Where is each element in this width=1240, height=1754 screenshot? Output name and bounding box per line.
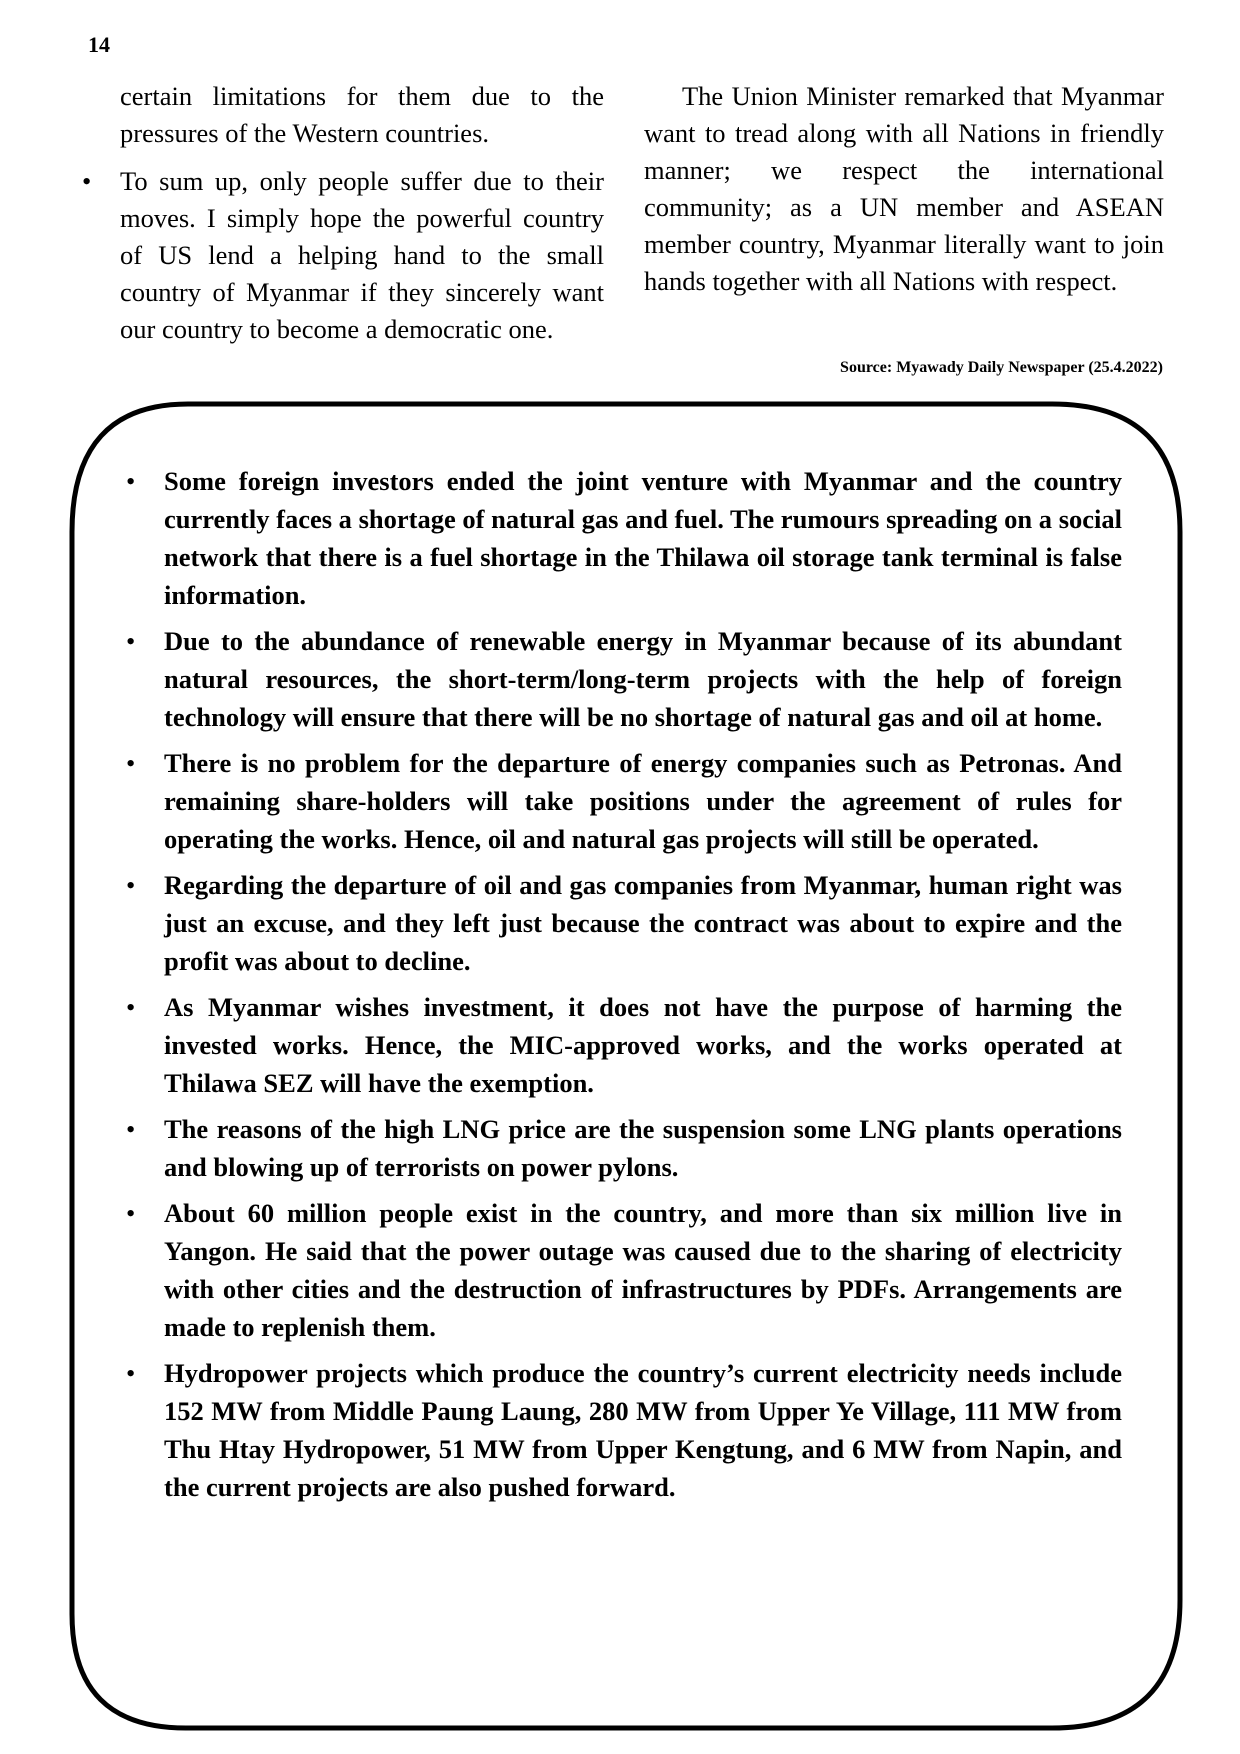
list-item <box>126 1194 1122 1346</box>
box-item-text: Due to the abundance of renewable energy in Myanmar because of its abundant natural resources, the short-term/long-term projects with the help of foreign technology will ensure that there will be no shortage of natural gas and oil at home. <box>164 626 1122 732</box>
box-item-text: Hydropower projects which produce the country’s current electricity needs include 152 MW from Middle Paung Laung, 280 MW from Upper Ye Village, 111 MW from Thu Htay Hydropower, 51 MW from Upper Kengtung, and 6 MW from Napin, and the current projects are also pushed forward. <box>164 1358 1122 1502</box>
list-item <box>126 622 1122 736</box>
box-bullet-list <box>126 462 1122 1514</box>
right-column <box>644 78 1164 300</box>
source-citation: Source: Myawady Daily Newspaper (25.4.2022) <box>840 359 1163 376</box>
right-paragraph: The Union Minister remarked that Myanmar want to tread along with all Nations in friendly manner; we respect the international community; as a UN member and ASEAN member country, Myanmar literally want to join hands together with all Nations with respect. <box>644 81 1164 296</box>
bullet-icon: • <box>126 626 136 656</box>
bullet-icon: • <box>126 1198 136 1228</box>
box-item-text: Regarding the departure of oil and gas companies from Myanmar, human right was just an excuse, and they left just because the contract was about to expire and the profit was about to decline. <box>164 870 1122 976</box>
bullet-icon: • <box>126 748 136 778</box>
list-item <box>126 1110 1122 1186</box>
bullet-icon: • <box>126 466 136 496</box>
box-item-text: There is no problem for the departure of energy companies such as Petronas. And remaining share-holders will take positions under the agreement of rules for operating the works. Hence, oil and natural gas projects will still be operated. <box>164 748 1122 854</box>
bullet-icon: • <box>126 992 136 1022</box>
list-item <box>82 163 604 348</box>
page-number: 14 <box>88 32 110 57</box>
bullet-icon: • <box>82 166 92 196</box>
list-item <box>126 988 1122 1102</box>
box-item-text: About 60 million people exist in the country, and more than six million live in Yangon. He said that the power outage was caused due to the sharing of electricity with other cities and the destruction of infrastructures by PDFs. Arrangements are made to replenish them. <box>164 1198 1122 1342</box>
box-item-text: The reasons of the high LNG price are the suspension some LNG plants operations and blowing up of terrorists on power pylons. <box>164 1114 1122 1182</box>
bullet-icon: • <box>126 1358 136 1388</box>
list-item <box>126 866 1122 980</box>
box-item-text: Some foreign investors ended the joint venture with Myanmar and the country currently faces a shortage of natural gas and fuel. The rumours spreading on a social network that there is a fuel shortage in the Thilawa oil storage tank terminal is false information. <box>164 466 1122 610</box>
list-item <box>126 462 1122 614</box>
left-bullet-text: To sum up, only people suffer due to their moves. I simply hope the powerful country of US lend a helping hand to the small country of Myanmar if they sincerely want our country to become a democratic one. <box>120 166 604 344</box>
list-item <box>126 1354 1122 1506</box>
left-bullet-list <box>82 163 604 348</box>
left-column <box>82 78 604 348</box>
bullet-icon: • <box>126 870 136 900</box>
left-continued-text: certain limitations for them due to the pressures of the Western countries. <box>120 81 604 148</box>
list-item <box>126 744 1122 858</box>
bullet-icon: • <box>126 1114 136 1144</box>
box-item-text: As Myanmar wishes investment, it does not have the purpose of harming the invested works. Hence, the MIC-approved works, and the works operated at Thilawa SEZ will have the exemption. <box>164 992 1122 1098</box>
